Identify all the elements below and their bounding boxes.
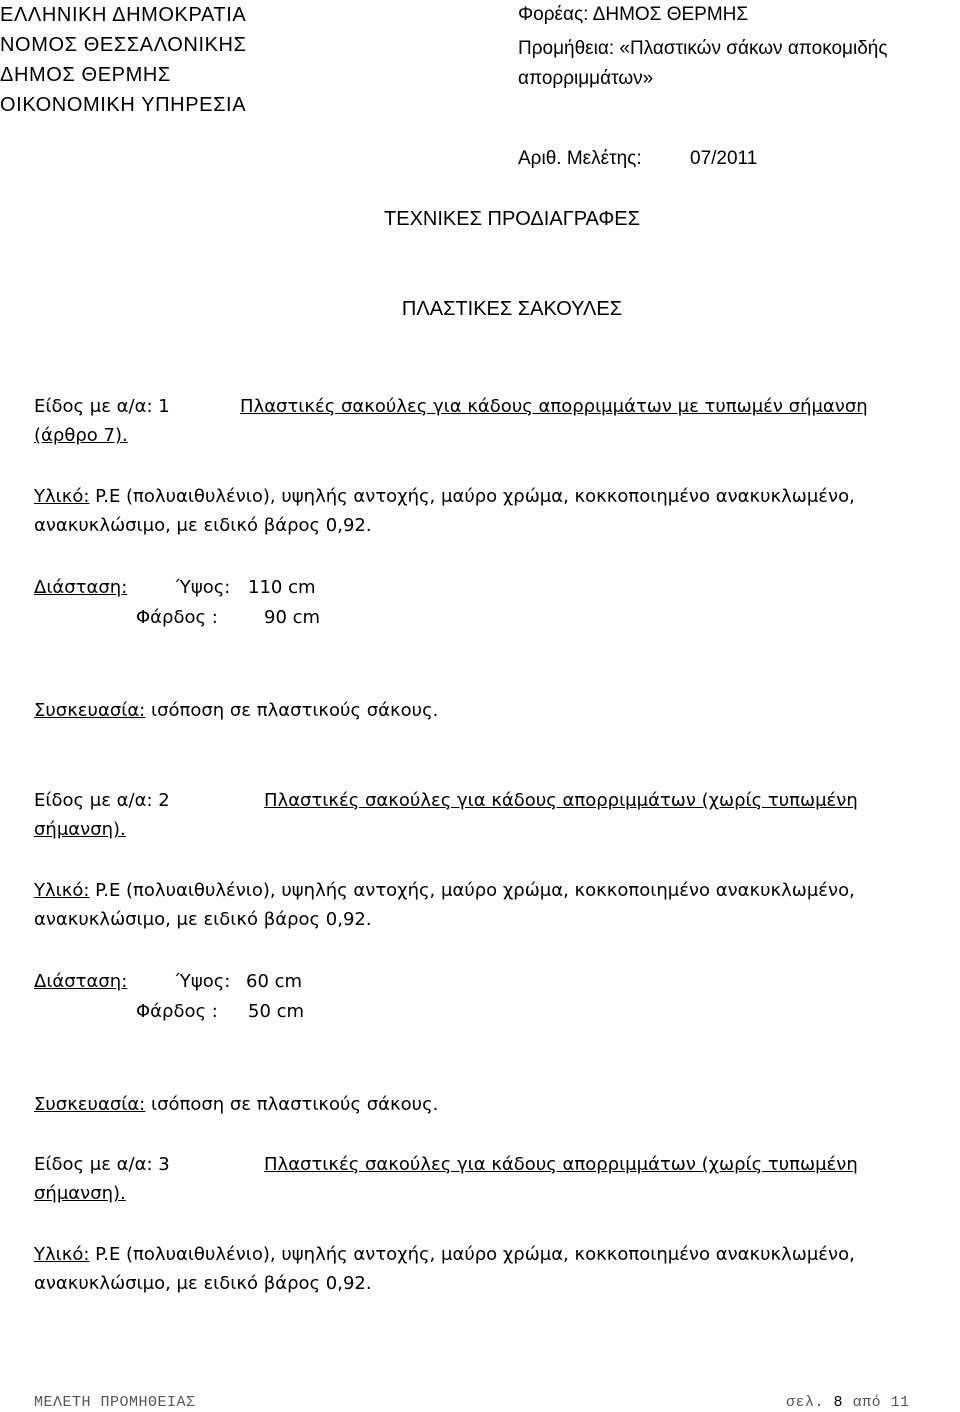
total-pages: 11 xyxy=(890,1394,910,1411)
material-text: P.E (πολυαιθυλένιο), υψηλής αντοχής, μαύρο χρώμα, κοκκοποιημένο ανακυκλωμένο, xyxy=(95,486,855,507)
item-description xyxy=(240,392,958,421)
issuer-line: ΔΗΜΟΣ ΘΕΡΜΗΣ xyxy=(0,64,171,86)
height-value: 60 cm xyxy=(246,971,303,992)
height-label: Ύψος: xyxy=(176,971,231,992)
dimension-label: Διάσταση: xyxy=(34,577,128,598)
material-row xyxy=(34,1240,958,1269)
packaging-row xyxy=(34,1090,438,1119)
packaging-row xyxy=(34,696,438,725)
dimension-label: Διάσταση: xyxy=(34,971,128,992)
material-row xyxy=(34,482,958,511)
packaging-value: ισόποση σε πλαστικούς σάκους. xyxy=(150,700,439,721)
packaging-label: Συσκευασία: xyxy=(34,1094,146,1115)
width-label: Φάρδος : xyxy=(136,1001,218,1022)
material-label: Υλικό: xyxy=(34,880,90,901)
material-text: P.E (πολυαιθυλένιο), υψηλής αντοχής, μαύρο χρώμα, κοκκοποιημένο ανακυκλωμένο, xyxy=(95,1244,855,1265)
item-label: Είδος με α/α: 3 xyxy=(34,1154,170,1175)
issuer-block xyxy=(0,0,247,120)
agency-line: Φορέας: ΔΗΜΟΣ ΘΕΡΜΗΣ xyxy=(518,4,749,25)
current-page: 8 xyxy=(833,1394,844,1411)
item-description-cont: (άρθρο 7). xyxy=(34,425,128,446)
item-description: Πλαστικές σακούλες για κάδους απορριμμάτων (χωρίς τυπωμένη xyxy=(264,790,858,811)
procurement-block xyxy=(518,0,888,94)
item-description: Πλαστικές σακούλες για κάδους απορριμμάτων (χωρίς τυπωμένη xyxy=(264,1154,858,1175)
width-value: 90 cm xyxy=(264,607,321,628)
page-of: από xyxy=(852,1394,882,1411)
height-label: Ύψος: xyxy=(176,577,231,598)
item-description-cont: σήμανση). xyxy=(34,1183,126,1204)
packaging-label: Συσκευασία: xyxy=(34,700,146,721)
issuer-line: ΕΛΛΗΝΙΚΗ ΔΗΜΟΚΡΑΤΙΑ xyxy=(0,4,247,26)
procurement-line: Προμήθεια: «Πλαστικών σάκων αποκομιδής xyxy=(518,38,888,59)
item-heading xyxy=(34,786,958,815)
material-text-cont: ανακυκλώσιμο, με ειδικό βάρος 0,92. xyxy=(34,909,372,930)
width-label: Φάρδος : xyxy=(136,607,218,628)
issuer-line: ΟΙΚΟΝΟΜΙΚΗ ΥΠΗΡΕΣΙΑ xyxy=(0,94,247,116)
item-heading xyxy=(34,1150,958,1179)
height-value: 110 cm xyxy=(248,577,316,598)
page-prefix: σελ. xyxy=(786,1394,825,1411)
item-label: Είδος με α/α: 1 xyxy=(34,396,170,417)
packaging-value: ισόποση σε πλαστικούς σάκους. xyxy=(150,1094,439,1115)
material-label: Υλικό: xyxy=(34,486,90,507)
item-label: Είδος με α/α: 2 xyxy=(34,790,170,811)
procurement-line: απορριμμάτων» xyxy=(518,68,654,89)
item-description-cont: σήμανση). xyxy=(34,819,126,840)
page-number xyxy=(786,1394,910,1411)
item-heading xyxy=(34,392,958,421)
width-value: 50 cm xyxy=(248,1001,305,1022)
item-description-text: Πλαστικές σακούλες για κάδους απορριμμάτων με τυπωμέν σήμανση xyxy=(240,396,868,417)
material-text: P.E (πολυαιθυλένιο), υψηλής αντοχής, μαύρο χρώμα, κοκκοποιημένο ανακυκλωμένο, xyxy=(95,880,855,901)
material-text-cont: ανακυκλώσιμο, με ειδικό βάρος 0,92. xyxy=(34,515,372,536)
study-number: 07/2011 xyxy=(690,148,758,169)
document-title: ΤΕΧΝΙΚΕΣ ΠΡΟΔΙΑΓΡΑΦΕΣ xyxy=(384,208,640,230)
material-row xyxy=(34,876,958,905)
material-label: Υλικό: xyxy=(34,1244,90,1265)
issuer-line: ΝΟΜΟΣ ΘΕΣΣΑΛΟΝΙΚΗΣ xyxy=(0,34,247,56)
footer-title: ΜΕΛΕΤΗ ΠΡΟΜΗΘΕΙΑΣ xyxy=(34,1394,196,1411)
study-number-label: Αριθ. Μελέτης: xyxy=(518,148,642,169)
section-title: ΠΛΑΣΤΙΚΕΣ ΣΑΚΟΥΛΕΣ xyxy=(401,298,623,320)
material-text-cont: ανακυκλώσιμο, με ειδικό βάρος 0,92. xyxy=(34,1273,372,1294)
study-number-row xyxy=(518,148,757,170)
